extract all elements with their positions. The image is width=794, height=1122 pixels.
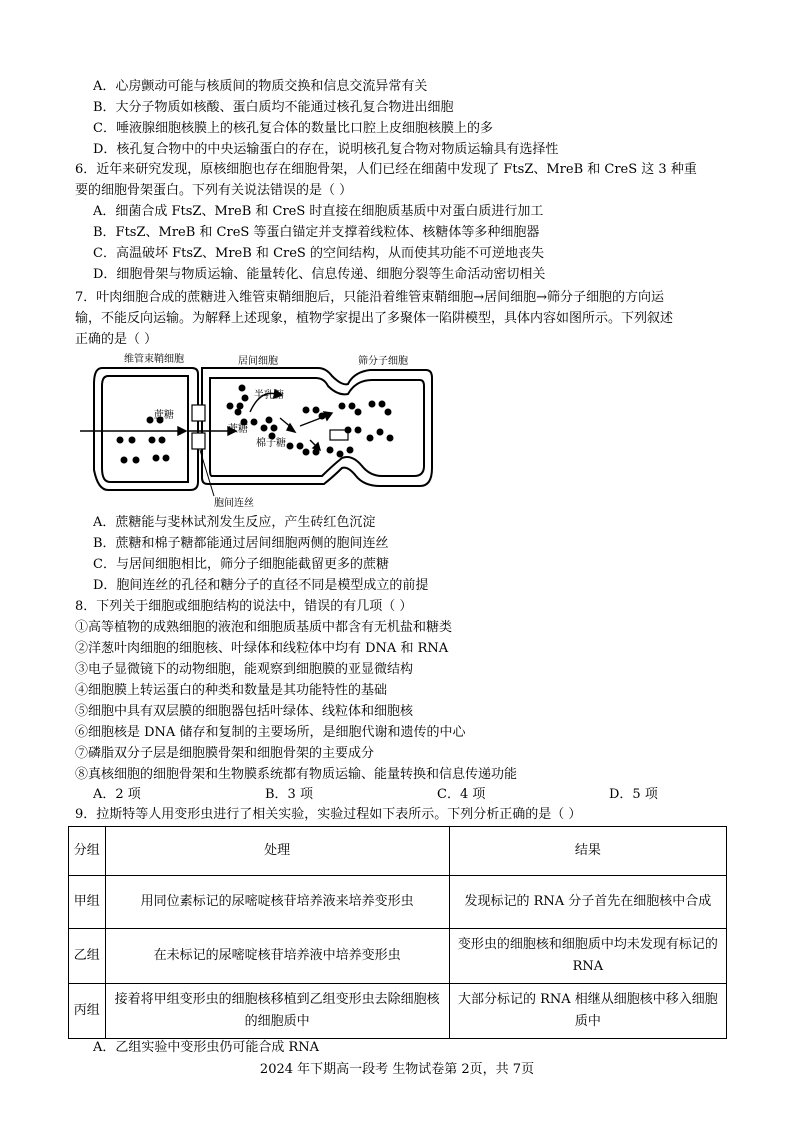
q5-option-c: C．唾液腺细胞核膜上的核孔复合体的数量比口腔上皮细胞核膜上的多 bbox=[93, 121, 493, 136]
q8-item-8: ⑧真核细胞的细胞骨架和生物膜系统都有物质运输、能量转换和信息传递功能 bbox=[75, 767, 518, 782]
q7-option-d: D．胞间连丝的孔径和糖分子的直径不同是模型成立的前提 bbox=[93, 578, 429, 593]
q6-option-a: A．细菌合成 FtsZ、MreB 和 CreS 时直接在细胞质基质中对蛋白质进行加工 bbox=[93, 204, 544, 219]
table-row bbox=[69, 929, 727, 984]
q9-stem: 9．拉斯特等人用变形虫进行了相关实验，实验过程如下表所示。下列分析正确的是（ ） bbox=[75, 807, 582, 822]
q8-item-3: ③电子显微镜下的动物细胞，能观察到细胞膜的亚显微结构 bbox=[75, 662, 414, 677]
experiment-table bbox=[68, 826, 727, 1039]
header-treatment: 处理 bbox=[105, 827, 449, 876]
label-intermediary-cell: 居间细胞 bbox=[238, 356, 278, 367]
q7-option-b: B．蔗糖和棉子糖都能通过居间细胞两侧的胞间连丝 bbox=[93, 536, 389, 551]
cell-result: 发现标记的 RNA 分子首先在细胞核中合成 bbox=[449, 876, 726, 929]
cell-group: 丙组 bbox=[69, 984, 106, 1039]
q6-stem-line2: 要的细胞骨架蛋白。下列有关说法错误的是（ ） bbox=[75, 183, 353, 198]
label-bundle-sheath-cell: 维管束鞘细胞 bbox=[124, 354, 184, 365]
label-sieve-element: 筛分子细胞 bbox=[358, 356, 408, 367]
table-row bbox=[69, 984, 727, 1039]
q8-item-2: ②洋葱叶肉细胞的细胞核、叶绿体和线粒体中均有 DNA 和 RNA bbox=[75, 641, 449, 656]
table-header-row bbox=[69, 827, 727, 876]
cell-treatment: 接着将甲组变形虫的细胞核移植到乙组变形虫去除细胞核的细胞质中 bbox=[105, 984, 449, 1039]
q7-stem-line3: 正确的是（ ） bbox=[75, 332, 158, 347]
q8-item-1: ①高等植物的成熟细胞的液泡和细胞质基质中都含有无机盐和糖类 bbox=[75, 620, 453, 635]
q6-option-b: B．FtsZ、MreB 和 CreS 等蛋白锚定并支撑着线粒体、核糖体等多种细胞器 bbox=[93, 225, 540, 240]
q8-item-7: ⑦磷脂双分子层是细胞膜骨架和细胞骨架的主要成分 bbox=[75, 746, 375, 761]
q8-item-4: ④细胞膜上转运蛋白的种类和数量是其功能特性的基础 bbox=[75, 683, 388, 698]
q6-option-c: C．高温破坏 FtsZ、MreB 和 CreS 的空间结构，从而使其功能不可逆地丧失 bbox=[93, 246, 544, 261]
cell-result: 大部分标记的 RNA 相继从细胞核中移入细胞质中 bbox=[449, 984, 726, 1039]
q8-choice-c: C．4 项 bbox=[437, 787, 486, 802]
q8-item-6: ⑥细胞核是 DNA 储存和复制的主要场所，是细胞代谢和遗传的中心 bbox=[75, 725, 466, 740]
q8-stem: 8．下列关于细胞或细胞结构的说法中，错误的有几项（ ） bbox=[75, 599, 413, 614]
label-raffinose: 棉子糖 bbox=[256, 438, 286, 449]
table-row bbox=[69, 876, 727, 929]
cell-treatment: 用同位素标记的尿嘧啶核苷培养液来培养变形虫 bbox=[105, 876, 449, 929]
q5-option-a: A．心房颤动可能与核质间的物质交换和信息交流异常有关 bbox=[93, 79, 428, 94]
q9-option-a: A．乙组实验中变形虫仍可能合成 RNA bbox=[93, 1040, 320, 1055]
q7-option-a: A．蔗糖能与斐林试剂发生反应，产生砖红色沉淀 bbox=[93, 515, 376, 530]
q8-item-5: ⑤细胞中具有双层膜的细胞器包括叶绿体、线粒体和细胞核 bbox=[75, 704, 414, 719]
q8-choices bbox=[93, 785, 658, 805]
q7-stem-line1: 7．叶肉细胞合成的蔗糖进入维管束鞘细胞后，只能沿着维管束鞘细胞→居间细胞→筛分子细胞的方向运 bbox=[75, 290, 665, 305]
q8-choice-a: A．2 项 bbox=[93, 787, 141, 802]
q8-choice-b: B．3 项 bbox=[265, 787, 313, 802]
q5-option-d: D．核孔复合物中的中央运输蛋白的存在，说明核孔复合物对物质运输具有选择性 bbox=[93, 142, 559, 157]
header-result: 结果 bbox=[449, 827, 726, 876]
q7-stem-line2: 输，不能反向运输。为解释上述现象，植物学家提出了多聚体一陷阱模型，具体内容如图所示。下列叙述 bbox=[75, 311, 674, 326]
cell-result: 变形虫的细胞核和细胞质中均未发现有标记的 RNA bbox=[449, 929, 726, 984]
cell-group: 乙组 bbox=[69, 929, 106, 984]
cell-group: 甲组 bbox=[69, 876, 106, 929]
label-plasmodesmata: 胞间连丝 bbox=[214, 498, 254, 509]
polymer-trap-diagram bbox=[80, 350, 440, 510]
q6-stem-line1: 6．近年来研究发现，原核细胞也存在细胞骨架，人们已经在细菌中发现了 FtsZ、MreB 和 CreS 这 3 种重 bbox=[75, 162, 697, 177]
q6-option-d: D．细胞骨架与物质运输、能量转化、信息传递、细胞分裂等生命活动密切相关 bbox=[93, 267, 546, 282]
header-group: 分组 bbox=[69, 827, 106, 876]
cell-treatment: 在未标记的尿嘧啶核苷培养液中培养变形虫 bbox=[105, 929, 449, 984]
q8-choice-d: D．5 项 bbox=[609, 787, 658, 802]
q7-option-c: C．与居间细胞相比，筛分子细胞能截留更多的蔗糖 bbox=[93, 557, 389, 572]
label-galactose: 半乳糖 bbox=[254, 390, 284, 401]
page-footer: 2024 年下期高一段考 生物试卷第 2页，共 7页 bbox=[259, 1062, 535, 1077]
label-sucrose-1: 蔗糖 bbox=[154, 410, 174, 421]
label-sucrose-2: 蔗糖 bbox=[228, 424, 248, 435]
q5-option-b: B．大分子物质如核酸、蛋白质均不能通过核孔复合物进出细胞 bbox=[93, 100, 454, 115]
